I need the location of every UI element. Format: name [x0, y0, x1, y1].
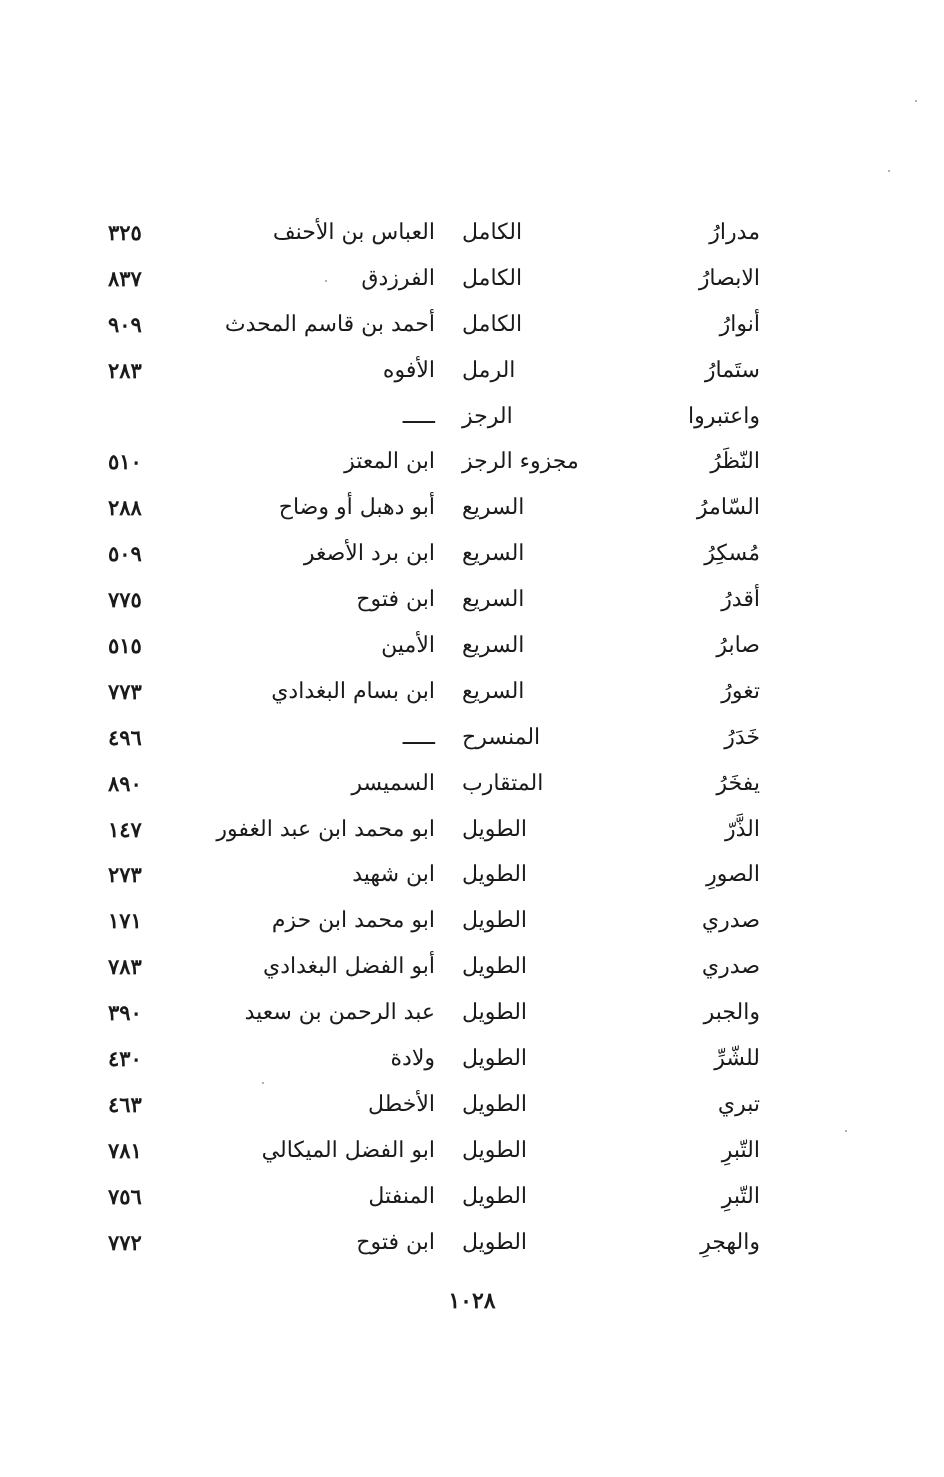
page-reference: ٧٧٣	[108, 678, 142, 704]
meter-name: الطويل	[462, 1229, 528, 1255]
meter-name: الرمل	[462, 357, 516, 383]
index-row	[100, 1082, 780, 1128]
page-reference: ٣٩٠	[108, 1000, 142, 1026]
rhyme-word: والجبر	[703, 1000, 760, 1026]
meter-name: الكامل	[462, 311, 523, 337]
page-reference: ٥١٥	[108, 633, 142, 659]
poet-name: ابن بسام البغدادي	[271, 678, 435, 704]
poet-name: الأمين	[381, 633, 435, 659]
rhyme-word: صدري	[701, 908, 760, 934]
meter-name: الكامل	[462, 220, 523, 245]
poet-name: المنفتل	[368, 1183, 435, 1209]
index-row	[100, 669, 780, 715]
poet-name: أبو دهبل أو وضاح	[278, 495, 435, 521]
rhyme-word: مُسكِرُ	[704, 541, 760, 567]
page-reference: ٣٢٥	[108, 220, 142, 245]
poet-name: ابن فتوح	[356, 587, 435, 613]
rhyme-word: أنوارُ	[719, 311, 760, 337]
poet-name: أبو الفضل البغدادي	[262, 954, 435, 980]
rhyme-word: السّامرُ	[696, 495, 760, 521]
page-reference: ٩٠٩	[108, 311, 142, 337]
rhyme-word: ستَمارُ	[704, 357, 760, 383]
page-reference: ٧٧٢	[108, 1229, 142, 1255]
index-row	[100, 715, 780, 761]
index-row	[100, 256, 780, 302]
scan-speck	[845, 1130, 847, 1132]
poet-name: الأفوه	[382, 357, 435, 383]
index-row	[100, 348, 780, 394]
page-reference: ٥١٠	[108, 449, 142, 475]
page-reference: ٤٩٦	[108, 724, 142, 750]
rhyme-word: الصورِ	[706, 862, 760, 888]
page-reference: ٢٨٨	[108, 495, 142, 521]
rhyme-word: أقدرُ	[721, 587, 760, 613]
meter-name: الطويل	[462, 1183, 528, 1209]
rhyme-word: الذَّرّ	[725, 816, 760, 842]
meter-name: الطويل	[462, 1091, 528, 1117]
index-row	[100, 761, 780, 807]
poet-name: ابو الفضل الميكالي	[261, 1137, 435, 1163]
poet-name: ـــــ	[402, 403, 435, 429]
meter-name: الطويل	[462, 908, 528, 934]
meter-name: السريع	[462, 495, 525, 521]
meter-name: الرجز	[462, 403, 513, 429]
meter-name: السريع	[462, 541, 525, 567]
index-row	[100, 531, 780, 577]
rhyme-word: التّبرِ	[721, 1137, 760, 1163]
rhyme-index-table	[100, 210, 780, 1265]
poet-name: الأخطل	[368, 1091, 435, 1117]
page-reference: ٧٥٦	[108, 1183, 142, 1209]
meter-name: السريع	[462, 678, 525, 704]
page-reference: ٢٧٣	[108, 862, 142, 888]
rhyme-word: مدرارُ	[709, 220, 760, 245]
page-reference: ٤٦٣	[108, 1091, 142, 1117]
scan-speck	[262, 1082, 264, 1084]
index-row	[100, 898, 780, 944]
rhyme-word: صابرُ	[716, 633, 760, 659]
index-row	[100, 807, 780, 853]
page-reference: ٧٨٣	[108, 954, 142, 980]
rhyme-word: النّظَرُ	[710, 449, 760, 475]
meter-name: الطويل	[462, 954, 528, 980]
page-reference: ٨٩٠	[108, 770, 142, 796]
scan-speck	[915, 100, 917, 102]
index-row	[100, 852, 780, 898]
rhyme-word: تغورُ	[721, 678, 760, 704]
index-row	[100, 485, 780, 531]
index-row	[100, 944, 780, 990]
rhyme-word: التّبرِ	[721, 1183, 760, 1209]
page-reference: ١٧١	[108, 908, 142, 934]
meter-name: الكامل	[462, 265, 523, 291]
poet-name: ابن المعتز	[344, 449, 435, 475]
rhyme-word: يفخَرُ	[716, 770, 760, 796]
meter-name: الطويل	[462, 1046, 528, 1072]
poet-name: ابن فتوح	[356, 1229, 435, 1255]
meter-name: السريع	[462, 587, 525, 613]
rhyme-word: والهجرِ	[700, 1229, 760, 1255]
index-row	[100, 439, 780, 485]
meter-name: الطويل	[462, 1137, 528, 1163]
index-row	[100, 1174, 780, 1220]
poet-name: السميسر	[351, 770, 435, 796]
index-row	[100, 1220, 780, 1266]
rhyme-word: صدري	[701, 954, 760, 980]
page-reference: ٥٠٩	[108, 541, 142, 567]
rhyme-word: للشّرِّ	[714, 1046, 760, 1072]
scan-speck	[888, 170, 890, 172]
poet-name: ابن برد الأصغر	[303, 541, 435, 567]
scan-speck	[325, 280, 327, 282]
index-row	[100, 577, 780, 623]
poet-name: ابو محمد ابن حزم	[271, 908, 435, 934]
rhyme-word: الابصارُ	[698, 265, 760, 291]
meter-name: الطويل	[462, 816, 528, 842]
poet-name: أحمد بن قاسم المحدث	[224, 311, 435, 337]
index-row	[100, 302, 780, 348]
index-row	[100, 394, 780, 440]
index-row	[100, 990, 780, 1036]
index-row	[100, 1036, 780, 1082]
index-row	[100, 623, 780, 669]
page-reference: ٧٨١	[108, 1137, 142, 1163]
page-reference: ٤٣٠	[108, 1046, 142, 1072]
page-reference: ١٤٧	[108, 816, 142, 842]
poet-name: ـــــ	[402, 724, 435, 750]
page-reference: ٧٧٥	[108, 587, 142, 613]
page-number: ١٠٢٨	[448, 1288, 496, 1314]
meter-name: المنسرح	[462, 724, 541, 750]
meter-name: المتقارب	[462, 770, 544, 796]
page-reference: ٢٨٣	[108, 357, 142, 383]
meter-name: السريع	[462, 633, 525, 659]
poet-name: الفرزدق	[361, 265, 435, 291]
rhyme-word: تبري	[717, 1091, 760, 1117]
poet-name: ابن شهيد	[352, 862, 435, 888]
meter-name: مجزوء الرجز	[462, 449, 579, 475]
meter-name: الطويل	[462, 862, 528, 888]
page-reference: ٨٣٧	[108, 265, 142, 291]
rhyme-word: واعتبروا	[687, 403, 760, 429]
index-row	[100, 210, 780, 256]
meter-name: الطويل	[462, 1000, 528, 1026]
poet-name: ابو محمد ابن عبد الغفور	[216, 816, 435, 842]
rhyme-word: خَدَرُ	[724, 724, 760, 750]
poet-name: العباس بن الأحنف	[272, 220, 435, 245]
poet-name: ولادة	[390, 1046, 435, 1072]
index-row	[100, 1128, 780, 1174]
poet-name: عبد الرحمن بن سعيد	[244, 1000, 435, 1026]
